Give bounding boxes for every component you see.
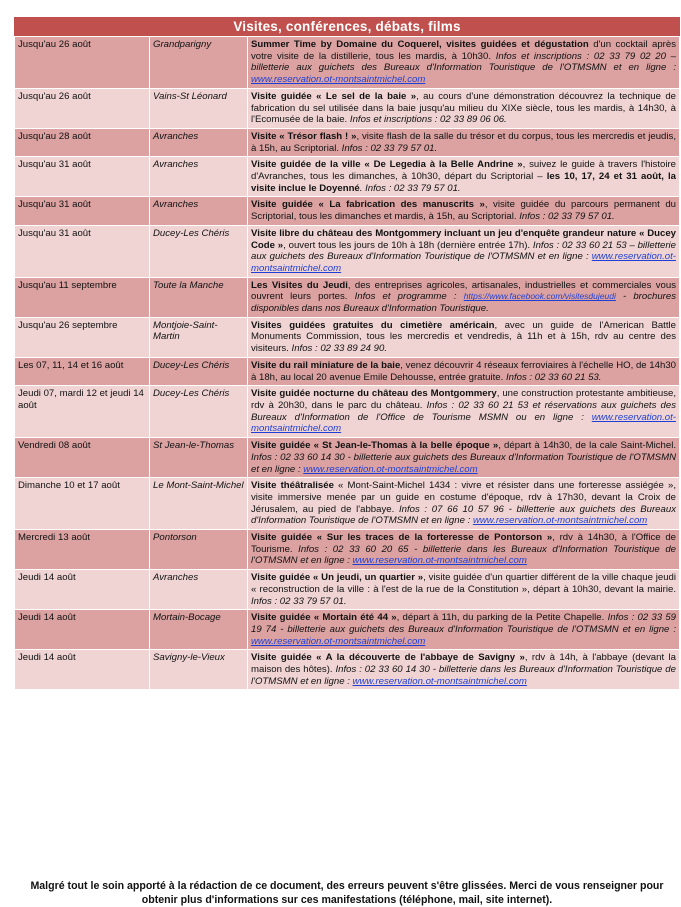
event-row: [15, 317, 680, 357]
event-description: [248, 478, 680, 530]
event-date: Dimanche 10 et 17 août: [15, 478, 150, 530]
event-date: Jeudi 14 août: [15, 570, 150, 610]
event-row: [15, 197, 680, 225]
event-row: [15, 530, 680, 570]
event-info: . Infos : 02 33 79 57 01.: [359, 182, 461, 194]
event-title: Visite théâtralisée: [251, 480, 334, 492]
event-place: St Jean-le-Thomas: [150, 438, 248, 478]
event-title: Visite guidée « Sur les traces de la forteresse de Pontorson »: [251, 532, 553, 544]
event-info: Infos : 02 33 60 21 53 et réservations aux guichets des Bureaux d'Information de l'Office de Tourisme MSMN ou en ligne :: [251, 399, 676, 423]
event-description: [248, 530, 680, 570]
event-date: Jeudi 14 août: [15, 650, 150, 690]
event-link[interactable]: www.reservation.ot-montsaintmichel.com: [352, 675, 527, 687]
event-description: [248, 197, 680, 225]
event-date: Les 07, 11, 14 et 16 août: [15, 357, 150, 385]
event-date: Jeudi 07, mardi 12 et jeudi 14 août: [15, 386, 150, 438]
event-row: [15, 438, 680, 478]
event-date: Jusqu'au 26 septembre: [15, 317, 150, 357]
event-link[interactable]: www.reservation.ot-montsaintmichel.com: [251, 411, 676, 435]
event-row: [15, 357, 680, 385]
event-tail: - brochures disponibles dans nos Bureaux d'Information Touristique.: [251, 291, 676, 315]
event-description: [248, 88, 680, 128]
event-date: Jusqu'au 31 août: [15, 197, 150, 225]
event-date: Vendredi 08 août: [15, 438, 150, 478]
event-date: Jusqu'au 26 août: [15, 37, 150, 89]
event-info: Infos : 02 33 60 14 30 - billetterie aux guichets des Bureaux d'Information Touristique de l'OTMSMN et en ligne :: [251, 451, 676, 475]
event-info: Infos : 02 33 79 57 01.: [251, 595, 347, 607]
event-highlight: les 10, 17, 24 et 31 août, la visite inclue le Doyenné: [251, 171, 676, 194]
event-row: [15, 570, 680, 610]
event-place: Ducey-Les Chéris: [150, 225, 248, 277]
event-link[interactable]: www.reservation.ot-montsaintmichel.com: [251, 635, 426, 647]
event-title: Summer Time by Domaine du Coquerel, visites guidées et dégustation: [251, 39, 589, 50]
event-info: Infos et programme :: [354, 291, 464, 303]
event-info: Infos et inscriptions : 02 33 79 02 20 – billetterie aux guichets des Bureaux d'Information Touristique de l'OTMSMN et en ligne :: [251, 50, 676, 74]
event-text: , au cours d'une démonstration découvrez la technique de fabrication du sel utilisée dans la baie jusqu'au milieu du XIXe siècle, tous les mardis, à 14h30, à l'Ecomusée de la baie.: [251, 90, 676, 126]
event-place: Vains-St Léonard: [150, 88, 248, 128]
event-description: [248, 438, 680, 478]
event-info: Infos et inscriptions : 02 33 89 06 06.: [349, 114, 507, 126]
event-title: Visite « Trésor flash ! »: [251, 130, 357, 142]
event-description: [248, 650, 680, 690]
event-link[interactable]: www.reservation.ot-montsaintmichel.com: [251, 74, 426, 86]
event-date: Jusqu'au 31 août: [15, 157, 150, 197]
event-info: Infos : 02 33 59 19 74 - billetterie aux guichets des Bureaux d'Information Touristique de l'OTMSMN et en ligne :: [251, 612, 677, 635]
event-row: [15, 157, 680, 197]
event-text: « Mont-Saint-Michel 1434 : vivre et résister dans une forteresse assiégée », visite immersive menée par un guide en costume d'époque, rdv à 17h30, devant la Croix de Jérusalem, au pied de l'abbaye.: [251, 480, 676, 515]
event-description: [248, 610, 680, 650]
event-text: , suivez le guide à travers l'histoire d'Avranches, tous les dimanches, à 10h30, départ du Scriptorial –: [251, 159, 676, 183]
event-text: , visite flash de la salle du trésor et du corpus, tous les mercredis et jeudis, à 15h, au Scriptorial.: [251, 130, 676, 154]
event-row: [15, 128, 680, 156]
event-date: Mercredi 13 août: [15, 530, 150, 570]
event-date: Jeudi 14 août: [15, 610, 150, 650]
event-link[interactable]: www.reservation.ot-montsaintmichel.com: [303, 463, 478, 475]
event-description: [248, 386, 680, 438]
event-row: [15, 478, 680, 530]
event-row: [15, 88, 680, 128]
event-description: [248, 570, 680, 610]
event-row: [15, 650, 680, 690]
event-description: [248, 128, 680, 156]
disclaimer-footer: Malgré tout le soin apporté à la rédaction de ce document, des erreurs peuvent s'être glissées. Merci de vous renseigner pour obtenir plus d'informations sur ces manifestations (téléphone, mail, site internet).: [30, 880, 664, 906]
event-info: Infos : 02 33 60 20 65 - billetterie dans les Bureaux d'Information Touristique de l'OTMSMN et en ligne :: [251, 543, 676, 567]
event-text: d'un cocktail après votre visite de la distillerie, tous les mardis, à 10h30.: [251, 39, 676, 62]
event-link[interactable]: https://www.facebook.com/visitesdujeudi: [463, 291, 616, 302]
event-link[interactable]: www.reservation.ot-montsaintmichel.com: [352, 555, 527, 567]
event-place: Avranches: [150, 197, 248, 225]
event-description: [248, 37, 680, 89]
event-place: Ducey-Les Chéris: [150, 386, 248, 438]
event-place: Savigny-le-Vieux: [150, 650, 248, 690]
event-description: [248, 317, 680, 357]
event-text: , visite guidée du parcours permanent du Scriptorial, tous les dimanches et mardis, à 15h, au Scriptorial.: [251, 199, 677, 223]
event-title: Visite guidée « A la découverte de l'abbaye de Savigny »: [251, 652, 525, 664]
event-info: Infos : 02 33 60 21 53.: [505, 371, 602, 383]
event-title: Visite guidée de la ville « De Legedia à la Belle Andrine »: [251, 159, 523, 171]
event-place: Avranches: [150, 570, 248, 610]
event-place: Grandparigny: [150, 37, 248, 89]
event-text: , des entreprises agricoles, artisanales, industrielles et commerciales vous ouvrent leurs portes.: [251, 279, 676, 303]
event-text: , ouvert tous les jours de 10h à 18h (dernière entrée 17h).: [283, 239, 533, 251]
event-title: Visite du rail miniature de la baie: [251, 359, 401, 371]
event-row: [15, 37, 680, 89]
event-title: Visite guidée « La fabrication des manuscrits »: [251, 199, 485, 211]
event-description: [248, 157, 680, 197]
event-place: Avranches: [150, 157, 248, 197]
event-place: Pontorson: [150, 530, 248, 570]
event-title: Visite libre du château des Montgommery incluant un jeu d'enquête grandeur nature « Ducey Code »: [251, 227, 676, 251]
event-title: Les Visites du Jeudi: [251, 279, 348, 291]
event-text: , départ à 11h, du parking de la Petite Chapelle.: [396, 612, 608, 624]
event-place: Avranches: [150, 128, 248, 156]
event-date: Jusqu'au 28 août: [15, 128, 150, 156]
event-text: , visite guidée d'un quartier différent de la ville chaque jeudi « reconstruction de la ville : à l'est de la rue de la Constitution », départ à 10h30, devant la mairie.: [251, 572, 677, 595]
event-place: Montjoie-Saint-Martin: [150, 317, 248, 357]
event-title: Visites guidées gratuites du cimetière américain: [251, 319, 495, 331]
event-row: [15, 277, 680, 317]
section-title-banner: Visites, conférences, débats, films: [14, 17, 680, 36]
event-row: [15, 610, 680, 650]
event-info: Infos : 02 33 60 14 30 - billetterie dans les Bureaux d'Information Touristique de l'OTMSMN et en ligne :: [251, 664, 676, 687]
event-text: , départ à 14h30, de la cale Saint-Michel.: [498, 440, 676, 452]
event-title: Visite guidée « St Jean-le-Thomas à la belle époque »: [251, 440, 499, 452]
event-text: , une construction protestante ambitieuse, rdv à 20h30, dans le parc du château.: [251, 388, 676, 411]
event-title: Visite guidée « Mortain été 44 »: [251, 612, 397, 624]
event-text: , venez découvrir 4 réseaux ferroviaires à l'échelle HO, de 14h30 à 18h, au local 20 avenue Emile Dehousse, entrée gratuite.: [251, 359, 676, 383]
event-text: , avec un guide de l'American Battle Monuments Commission, tous les mercredis et vendredis, à 11h et à 15h, rdv au centre des visiteurs.: [251, 319, 676, 355]
event-description: [248, 277, 680, 317]
event-info: Infos : 02 33 79 57 01.: [519, 211, 615, 223]
event-row: [15, 386, 680, 438]
event-text: , rdv à 14h, à l'abbaye (devant la maison des hôtes).: [251, 652, 676, 676]
event-description: [248, 357, 680, 385]
events-table: [14, 36, 680, 690]
event-link[interactable]: www.reservation.ot-montsaintmichel.com: [472, 515, 648, 527]
event-place: Toute la Manche: [150, 277, 248, 317]
event-place: Mortain-Bocage: [150, 610, 248, 650]
event-info: Infos : 02 33 89 24 90.: [291, 343, 388, 355]
event-link[interactable]: www.reservation.ot-montsaintmichel.com: [251, 251, 676, 274]
event-description: [248, 225, 680, 277]
event-place: Le Mont-Saint-Michel: [150, 478, 248, 530]
event-info: Infos : 07 66 10 57 96 - billetterie aux guichets des Bureaux d'Information Touristique de l'OTMSMN et en ligne :: [251, 503, 676, 527]
event-title: Visite guidée nocturne du château des Montgommery: [251, 388, 497, 400]
event-date: Jusqu'au 31 août: [15, 225, 150, 277]
event-date: Jusqu'au 26 août: [15, 88, 150, 128]
event-text: , rdv à 14h30, à l'Office de Tourisme.: [251, 532, 676, 555]
event-info: Infos : 02 33 79 57 01.: [341, 142, 438, 154]
event-title: Visite guidée « Le sel de la baie »: [251, 90, 417, 102]
event-row: [15, 225, 680, 277]
event-date: Jusqu'au 11 septembre: [15, 277, 150, 317]
event-title: Visite guidée « Un jeudi, un quartier »: [251, 572, 424, 584]
event-info: Infos : 02 33 60 21 53 – billetterie aux guichets des Bureaux d'Information Touristique de l'OTMSMN et en ligne :: [251, 239, 676, 263]
event-place: Ducey-Les Chéris: [150, 357, 248, 385]
